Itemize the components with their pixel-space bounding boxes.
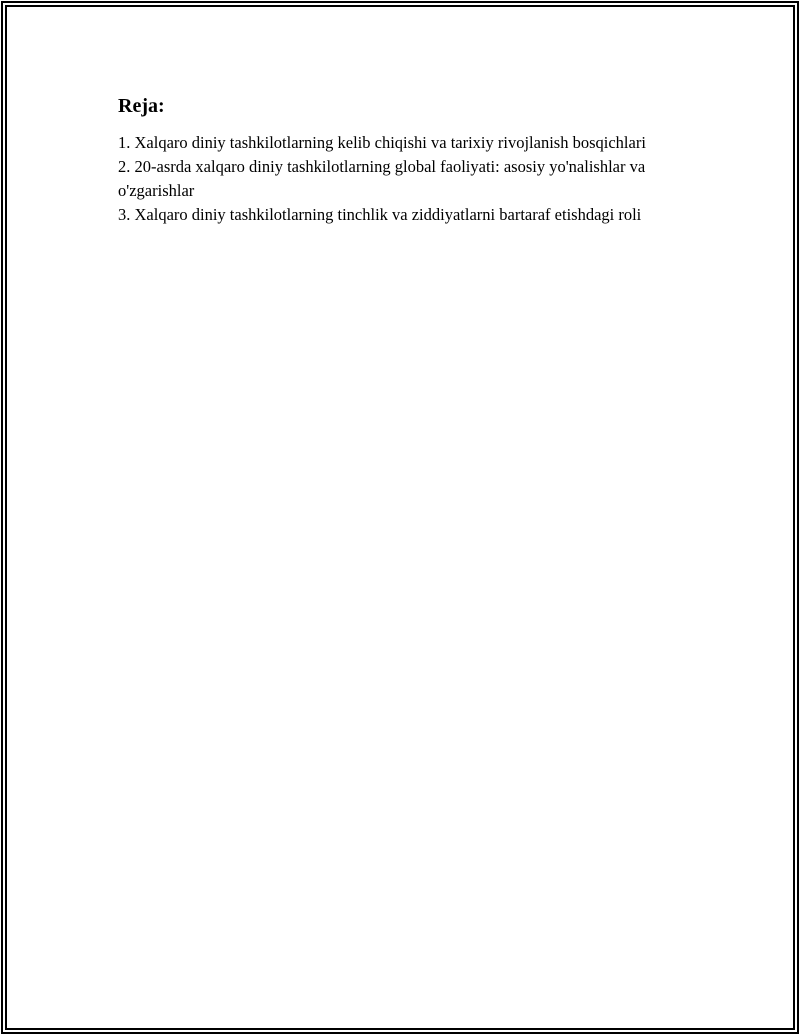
plan-title: Reja:: [118, 95, 165, 117]
plan-item-2: 2. 20-asrda xalqaro diniy tashkilotlarning global faoliyati: asosiy yo'nalishlar va o'zgarishlar: [118, 157, 646, 200]
page-content: [118, 93, 688, 227]
plan-list: [118, 131, 688, 227]
plan-item-1: 1. Xalqaro diniy tashkilotlarning kelib chiqishi va tarixiy rivojlanish bosqichlari: [118, 133, 646, 152]
plan-item-3: 3. Xalqaro diniy tashkilotlarning tinchlik va ziddiyatlarni bartaraf etishdagi roli: [118, 205, 642, 224]
